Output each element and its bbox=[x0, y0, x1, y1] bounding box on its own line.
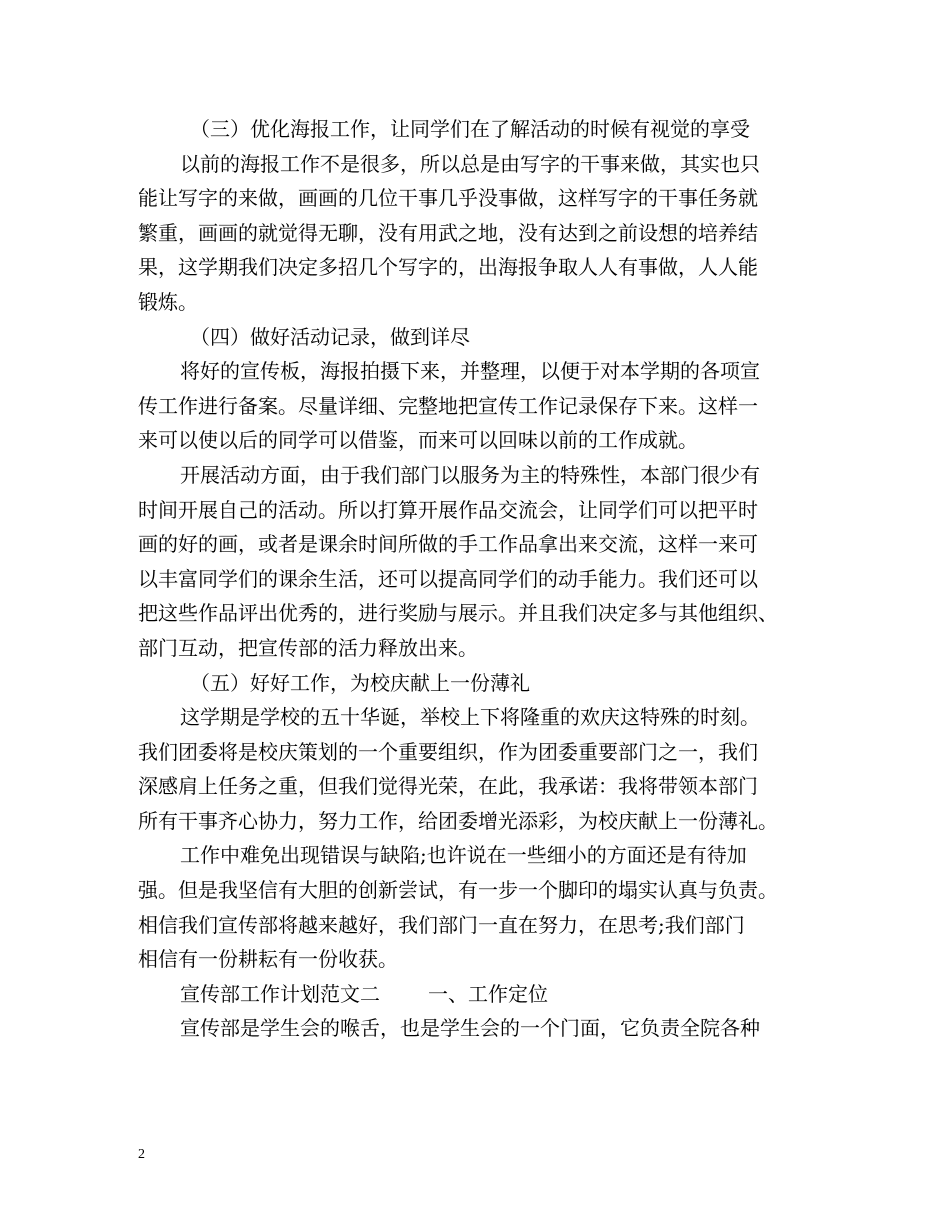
paragraph-line: 把这些作品评出优秀的，进行奖励与展示。并且我们决定多与其他组织、 bbox=[138, 601, 778, 626]
paragraph-line: 锻炼。 bbox=[138, 289, 198, 314]
section-heading-1: 一、工作定位 bbox=[428, 981, 548, 1006]
paragraph-line: 将好的宣传板，海报拍摄下来，并整理，以便于对本学期的各项宣 bbox=[180, 359, 760, 384]
document-body bbox=[138, 112, 818, 1046]
paragraph-line: 时间开展自己的活动。所以打算开展作品交流会，让同学们可以把平时 bbox=[138, 497, 758, 522]
paragraph-line: 以丰富同学们的课余生活，还可以提高同学们的动手能力。我们还可以 bbox=[138, 566, 758, 591]
section-heading-4: （四）做好活动记录，做到详尽 bbox=[190, 324, 470, 349]
paragraph-line: 这学期是学校的五十华诞，举校上下将隆重的欢庆这特殊的时刻。 bbox=[180, 705, 760, 730]
paragraph-line: 工作中难免出现错误与缺陷;也许说在一些细小的方面还是有待加 bbox=[180, 843, 747, 868]
paragraph-line: 传工作进行备案。尽量详细、完整地把宣传工作记录保存下来。这样一 bbox=[138, 393, 758, 418]
paragraph-line: 来可以使以后的同学可以借鉴，而来可以回味以前的工作成就。 bbox=[138, 428, 698, 453]
paragraph-line: 开展活动方面，由于我们部门以服务为主的特殊性，本部门很少有 bbox=[180, 462, 760, 487]
paragraph-line: 所有干事齐心协力，努力工作，给团委增光添彩，为校庆献上一份薄礼。 bbox=[138, 808, 778, 833]
section-heading-5: （五）好好工作，为校庆献上一份薄礼 bbox=[190, 670, 530, 695]
paragraph-line: 能让写字的来做，画画的几位干事几乎没事做，这样写字的干事任务就 bbox=[138, 186, 758, 211]
paragraph-line: 果，这学期我们决定多招几个写字的，出海报争取人人有事做，人人能 bbox=[138, 255, 758, 280]
paragraph-line: 宣传部是学生会的喉舌，也是学生会的一个门面，它负责全院各种 bbox=[180, 1016, 760, 1041]
page-number: 2 bbox=[138, 1147, 145, 1162]
paragraph-line: 深感肩上任务之重，但我们觉得光荣，在此，我承诺：我将带领本部门 bbox=[138, 774, 758, 799]
paragraph-line: 繁重，画画的就觉得无聊，没有用武之地，没有达到之前设想的培养结 bbox=[138, 220, 758, 245]
paragraph-line: 部门互动，把宣传部的活力释放出来。 bbox=[138, 635, 478, 660]
title-line bbox=[138, 977, 818, 1012]
paragraph-line: 我们团委将是校庆策划的一个重要组织，作为团委重要部门之一，我们 bbox=[138, 739, 758, 764]
paragraph-line: 强。但是我坚信有大胆的创新尝试，有一步一个脚印的塌实认真与负责。 bbox=[138, 878, 778, 903]
paragraph-line: 相信我们宣传部将越来越好，我们部门一直在努力，在思考;我们部门 bbox=[138, 912, 745, 937]
document-title: 宣传部工作计划范文二 bbox=[180, 981, 380, 1006]
paragraph-line: 画的好的画，或者是课余时间所做的手工作品拿出来交流，这样一来可 bbox=[138, 532, 758, 557]
paragraph-line: 相信有一份耕耘有一份收获。 bbox=[138, 947, 398, 972]
paragraph-line: 以前的海报工作不是很多，所以总是由写字的干事来做，其实也只 bbox=[180, 151, 760, 176]
section-heading-3: （三）优化海报工作，让同学们在了解活动的时候有视觉的享受 bbox=[190, 117, 750, 141]
